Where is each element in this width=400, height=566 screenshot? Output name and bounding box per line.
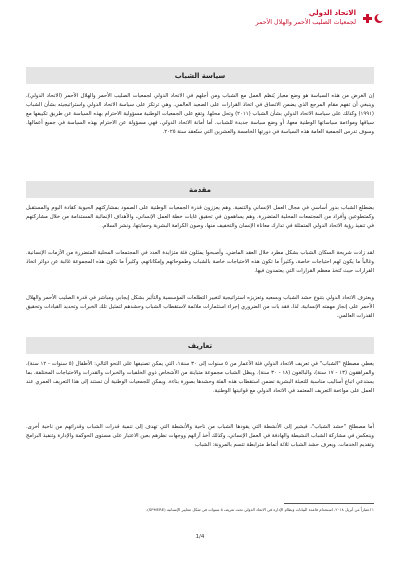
org-name-line2: لجمعيات الصليب الأحمر والهلال الأحمر bbox=[255, 19, 356, 26]
organization-name bbox=[256, 9, 356, 27]
intro-paragraph-1: يضطلع الشباب بدور أساسي في مجال العمل الإنساني والتنمية. وهم يعززون قدرة الجمعيات الوطنية على الصمود بمشاركتهم الحيوية كقادة اليوم والمستقبل وكمتطوعين وأفراد من المجتمعات المحلية المتضررة. وهم يساهمون في تحقيق غايات خطة العمل الإنساني، والأهداف الإنمائية المستدامة من خلال مشاركتهم في تنفيذ رؤية الاتحاد الدولي المتمثلة في تدارك معاناة الإنسان والتخفيف منها، وصون الكرامة البشرية وحمايتها، ونشر السلام. bbox=[26, 205, 374, 230]
section-heading-youth-policy bbox=[26, 67, 374, 84]
red-cross-crescent-emblem-icon bbox=[362, 8, 386, 32]
org-name-line1: الاتحاد الدولي bbox=[308, 9, 356, 17]
section-heading-definitions bbox=[26, 337, 374, 354]
definitions-paragraph-1: يغطي مصطلح "الشباب" في تعريف الاتحاد الدولي فئة الأعمار من ٥ سنوات إلى ٣٠ سنة١، التي يمكن تصنيفها على النحو التالي: الأطفال (٥ سنوات - ١٢ سنة)، والمراهقون (١٣ - ١٧ سنة)، والبالغون (١٨ - ٣٠ سنة). ويظل الشباب مجموعة متباينة من الأشخاص ذوي الخلفيات والخبرات والقدرات والاحتياجات المختلفة، بما يستدعي اتباع أساليب مناسبة للتعبئة البشرية تضمن استقطاب هذه الفئة وحشدها بصورة بناءة. ويمكن للجمعيات الوطنية أن تستند إلى هذا التعريف العمري عند العمل على مواءمة التعريف المعتمد في الاتحاد الدولي مع قوانينها الوطنية. bbox=[26, 361, 375, 395]
page-number: 1/4 bbox=[195, 534, 205, 540]
section-heading-introduction bbox=[26, 181, 374, 198]
intro-paragraph-2: لقد زادت شريحة السكان الشباب بشكل مطرد خلال العقد الماضي، وأصبحوا يمثلون فئة متزايدة العدد في المجتمعات المحلية المتضررة من الأزمات الإنسانية. وغالباً ما يكون لهم احتياجات خاصة، وكثيراً ما تكون هذه الاحتياجات خاصة بالشباب وطموحاتهم وإمكاناتهم، وكثيراً ما تكون هذه المجموعة غائبة عن دوائر اتخاذ القرارات حيث تُتخذ معظم القرارات التي يعتمدون فيها. bbox=[26, 250, 374, 275]
page-header bbox=[14, 6, 386, 38]
definitions-paragraph-2: أما مصطلح "حشد الشباب"، فيشير إلى الأنشطة التي يقودها الشباب من ناحية والأنشطة التي تهدف إلى تنمية قدرات الشباب وقدراتهم من ناحية أخرى. وينعكس في مشاركة الشباب النشيطة والهادفة في العمل الإنساني، وكذلك أخذ آرائهم ووجهات نظرهم بعين الاعتبار على مستوى الحوكمة والإدارة وتنفيذ البرامج وتقديم الخدمات. ويعرف حشد الشباب ثلاثة أنماط مترابطة تتسم بالمرونة: الشباب bbox=[26, 424, 374, 449]
intro-paragraph-3: ويعترف الاتحاد الدولي بتنوع حشد الشباب وبسعيه وتعزيزه استراتيجية لتغيير التطلعات المؤسسية والتأثير بشكل إيجابي ومباشر في قدرة الصليب الأحمر والهلال الأحمر على إنجاز مهمته الإنسانية. لذا، فقد بات من الضروري إجراء استثمارات ملائمة لاستقطاب الشباب وحشدهم لتمثيل تلك الخبرات وتحديد القيادات وتحقيق القدرات العالمي. bbox=[26, 295, 374, 320]
footnote: ١ اعتباراً من أبريل ٢٠١٨، استخدام قاعدة البيانات ونظام الإدارة في الاتحاد الدولي تحت تعريف ٥ سنوات في شكل معايير الإنسانية (SPHERE). bbox=[146, 507, 374, 512]
section-title: مقدمة bbox=[189, 185, 211, 194]
footnote-divider bbox=[284, 503, 374, 504]
policy-paragraph: إن الغرض من هذه السياسة هو وضع معيار يُنظم العمل مع الشباب ومن أجلهم في الاتحاد الدولي لجمعيات الصليب الأحمر والهلال الأحمر (الاتحاد الدولي)، وينبغي أن تفهم مقام المرجع الذي يضمن الاتساق في اتخاذ القرارات على الصعيد العالمي. وهي ترتكز على سياسة الاتحاد الدولي واستراتيجيته بشأن الشباب (١٩٩١) وكذلك على سياسة الاتحاد الدولي بشأن الشباب (٢٠١١) وتحل محلها. وتقع على الجمعيات الوطنية مسؤولية الاحترام بهذه السياسة عن طريق تكييفها مع سياقها ومواءمة سياساتها الوطنية معها، أو وضع سياسة جديدة للشباب. أما أمانة الاتحاد الدولي، فهي مسؤولة عن الاحترام بهذه السياسة في جميع أعمالها. وسوف تدرس الجمعية العامة هذه السياسة في دورتها الخامسة والعشرين التي ستُعقد سنة ٢٠٢٥. bbox=[26, 93, 374, 136]
section-title: تعاريف bbox=[187, 341, 213, 350]
section-title: سياسة الشباب bbox=[174, 71, 226, 80]
